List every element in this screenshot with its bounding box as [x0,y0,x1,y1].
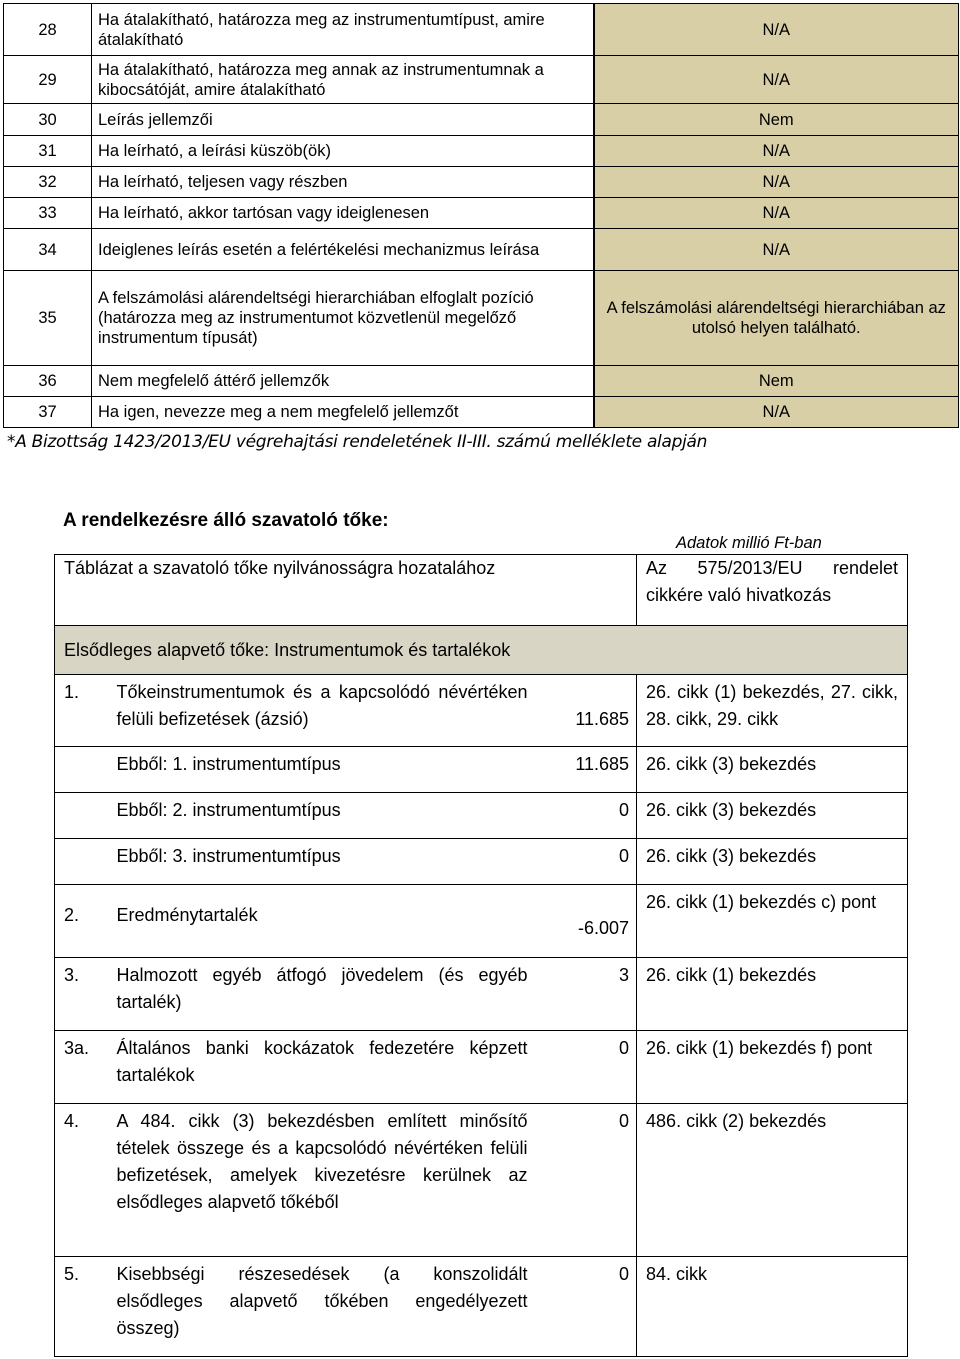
row-number: 32 [4,167,92,198]
table-row [4,167,959,198]
row-number: 28 [4,4,92,56]
table-row [4,56,959,104]
row-value: N/A [594,397,959,428]
row-number: 33 [4,198,92,229]
row-label: Leírás jellemzői [92,104,594,136]
item-number [55,839,117,885]
primary-heading-row [55,626,908,675]
table-header-row [55,555,908,626]
table-row [55,793,908,839]
primary-heading: Elsődleges alapvető tőke: Instrumentumok és tartalékok [55,626,908,675]
item-label: Eredménytartalék [117,885,537,958]
table-row [55,885,908,958]
row-value: Nem [594,366,959,397]
units-note: Adatok millió Ft-ban [676,534,822,552]
instrument-features-table [3,3,959,428]
item-amount: 0 [537,1257,637,1357]
item-label: A 484. cikk (3) bekezdésben említett minősítő tételek összege és a kapcsolódó névértéken felüli befizetések, amelyek kivezetésre kerülnek az elsődleges alapvető tőkéből [117,1104,537,1257]
row-number: 30 [4,104,92,136]
item-amount: 0 [537,793,637,839]
table-row [55,675,908,747]
row-label: Ideiglenes leírás esetén a felértékelési mechanizmus leírása [92,229,594,271]
item-amount: -6.007 [537,885,637,958]
item-number: 3a. [55,1031,117,1104]
item-amount: 3 [537,958,637,1031]
item-number [55,793,117,839]
table-row [4,198,959,229]
table-row [4,4,959,56]
item-number: 2. [55,885,117,958]
item-number: 5. [55,1257,117,1357]
row-value: N/A [594,198,959,229]
table-row [55,839,908,885]
row-number: 36 [4,366,92,397]
table-row [4,271,959,366]
table-row [55,958,908,1031]
row-label: Ha leírható, a leírási küszöb(ök) [92,136,594,167]
item-reference: 26. cikk (1) bekezdés f) pont [637,1031,908,1104]
row-value: N/A [594,167,959,198]
row-number: 34 [4,229,92,271]
row-label: Ha leírható, akkor tartósan vagy ideiglenesen [92,198,594,229]
item-reference: 26. cikk (3) bekezdés [637,793,908,839]
item-reference: 84. cikk [637,1257,908,1357]
footnote: *A Bizottság 1423/2013/EU végrehajtási rendeletének II-III. számú melléklete alapján [7,432,708,452]
row-label: Ha leírható, teljesen vagy részben [92,167,594,198]
own-funds-table [54,554,908,1357]
row-value: N/A [594,136,959,167]
item-amount: 11.685 [537,675,637,747]
item-number: 4. [55,1104,117,1257]
item-reference: 486. cikk (2) bekezdés [637,1104,908,1257]
item-label: Halmozott egyéb átfogó jövedelem (és egyéb tartalék) [117,958,537,1031]
section-title: A rendelkezésre álló szavatoló tőke: [63,510,389,531]
item-number: 1. [55,675,117,747]
table-row [4,397,959,428]
item-label: Ebből: 3. instrumentumtípus [117,839,537,885]
row-label: Ha igen, nevezze meg a nem megfelelő jellemzőt [92,397,594,428]
row-number: 29 [4,56,92,104]
header-left: Táblázat a szavatoló tőke nyilvánosságra hozatalához [55,555,637,626]
row-number: 35 [4,271,92,366]
item-reference: 26. cikk (1) bekezdés, 27. cikk, 28. cikk, 29. cikk [637,675,908,747]
item-number: 3. [55,958,117,1031]
row-label: A felszámolási alárendeltségi hierarchiában elfoglalt pozíció (határozza meg az instrumentumot közvetlenül megelőző instrumentum típusát) [92,271,594,366]
row-value: N/A [594,4,959,56]
item-number [55,747,117,793]
row-value: N/A [594,229,959,271]
item-label: Általános banki kockázatok fedezetére képzett tartalékok [117,1031,537,1104]
item-reference: 26. cikk (3) bekezdés [637,839,908,885]
item-amount: 0 [537,839,637,885]
table-row [55,1031,908,1104]
item-label: Kisebbségi részesedések (a konszolidált elsődleges alapvető tőkében engedélyezett összeg) [117,1257,537,1357]
table-row [4,229,959,271]
table-row [4,136,959,167]
item-reference: 26. cikk (3) bekezdés [637,747,908,793]
table-row [4,104,959,136]
table-row [55,1257,908,1357]
table-row [55,1104,908,1257]
table-row [55,747,908,793]
item-label: Ebből: 2. instrumentumtípus [117,793,537,839]
row-value: A felszámolási alárendeltségi hierarchiában az utolsó helyen található. [594,271,959,366]
row-number: 37 [4,397,92,428]
row-label: Ha átalakítható, határozza meg az instrumentumtípust, amire átalakítható [92,4,594,56]
item-label: Ebből: 1. instrumentumtípus [117,747,537,793]
item-reference: 26. cikk (1) bekezdés [637,958,908,1031]
item-amount: 11.685 [537,747,637,793]
row-number: 31 [4,136,92,167]
item-reference: 26. cikk (1) bekezdés c) pont [637,885,908,958]
row-label: Ha átalakítható, határozza meg annak az instrumentumnak a kibocsátóját, amire átalakítható [92,56,594,104]
row-value: Nem [594,104,959,136]
row-label: Nem megfelelő áttérő jellemzők [92,366,594,397]
item-amount: 0 [537,1031,637,1104]
table-row [4,366,959,397]
row-value: N/A [594,56,959,104]
item-label: Tőkeinstrumentumok és a kapcsolódó névértéken felüli befizetések (ázsió) [117,675,537,747]
header-right: Az 575/2013/EU rendelet cikkére való hivatkozás [637,555,908,626]
item-amount: 0 [537,1104,637,1257]
